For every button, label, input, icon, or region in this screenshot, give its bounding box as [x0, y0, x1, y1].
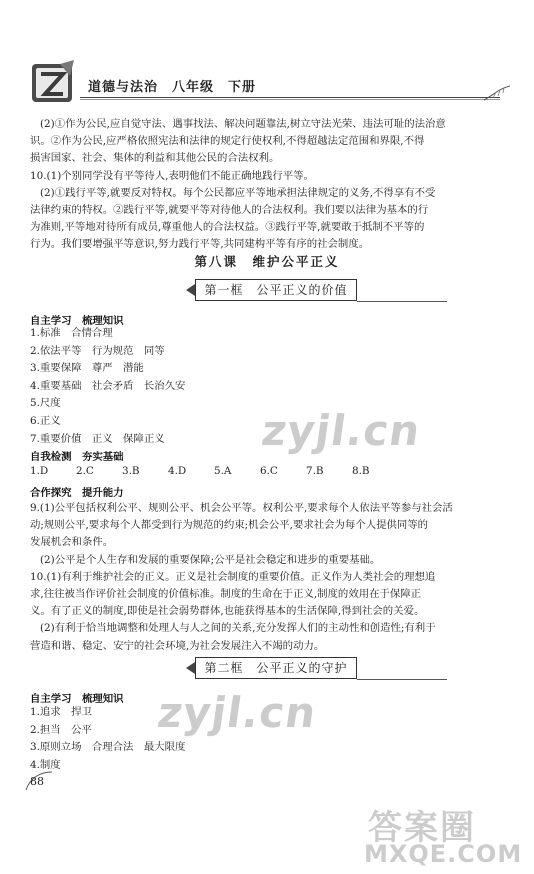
- header-divider: [80, 97, 500, 98]
- stamp-sub-text: MXQE.COM: [364, 840, 523, 868]
- text-line: 10.(1)个别同学没有平等待人,表明他们不能正确地践行平等。: [30, 169, 314, 182]
- page-number: 88: [30, 775, 44, 788]
- text-line: 行为。我们要增强平等意识,努力践行平等,共同建构平等有序的社会制度。: [30, 238, 370, 251]
- list-item: 6.正义: [30, 414, 61, 427]
- text-line: 义。有了正义的制度,即使是社会弱势群体,也能获得基本的生活保障,得到社会的关爱。: [30, 605, 425, 618]
- text-line: 求,往往被当作评价社会制度的价值标准。制度的生命在于正义,制度的效用在于保障正: [30, 588, 422, 601]
- list-item: 3.重要保障 尊严 潜能: [30, 362, 144, 375]
- text-line: 为准则,平等地对待所有成员,尊重他人的合法权益。③践行平等,就要敢于抵制不平等的: [30, 221, 425, 234]
- lesson-title: 第八课 维护公平正义: [194, 254, 340, 269]
- answer-item: 7.B: [306, 465, 324, 477]
- stamp-main-text: 答案圈: [368, 808, 476, 848]
- list-item: 2.依法平等 行为规范 同等: [30, 344, 165, 357]
- feather-ornament-icon: [482, 84, 512, 104]
- text-line: (2)①践行平等,就要反对特权。每个公民都应平等地承担法律规定的义务,不得享有不受: [40, 186, 436, 199]
- list-item: 1.标准 合情合理: [30, 327, 113, 339]
- subheading-study: 自主学习 梳理知识: [30, 693, 124, 705]
- text-line: 营造和谐、稳定、安宁的社会环境,为社会发展注入不竭的动力。: [30, 639, 325, 652]
- watermark-text: zyjl.cn: [258, 406, 424, 455]
- list-item: 2.担当 公平: [30, 723, 92, 736]
- text-line: 损害国家、社会、集体的利益和其他公民的合法权利。: [30, 152, 280, 165]
- answer-item: 3.B: [122, 465, 140, 477]
- list-item: 5.尺度: [30, 397, 61, 410]
- top-answer-block: [30, 116, 446, 254]
- answer-item: 2.C: [76, 465, 94, 477]
- answer-item: 1.D: [30, 465, 49, 477]
- section-tail-line: [357, 301, 447, 302]
- list-item: 4.重要基础 社会矛盾 长治久安: [30, 379, 186, 392]
- site-stamp: [360, 800, 523, 870]
- subheading-study: 自主学习 梳理知识: [30, 315, 124, 327]
- text-line: 9.(1)公平包括权利公平、规则公平、机会公平等。权利公平,要求每个人依法平等参与社会活: [30, 502, 453, 514]
- list-item: 4.制度: [30, 758, 61, 771]
- section-title-box: 第一框 公平正义的价值: [195, 279, 357, 301]
- section-tail-line: [357, 679, 447, 680]
- answer-item: 5.A: [214, 465, 232, 477]
- explore-block: [30, 500, 453, 655]
- header-title: 道德与法治 八年级 下册: [88, 80, 257, 95]
- answer-item: 6.C: [260, 465, 278, 477]
- text-line: (2)①作为公民,应自觉守法、遇事找法、解决问题靠法,树立守法光荣、违法可耻的法治意: [40, 118, 446, 130]
- text-line: 识。②作为公民,应严格依照宪法和法律的规定行使权利,不得超越法定范围和界限,不得: [30, 135, 425, 148]
- book-logo-icon: [30, 60, 76, 106]
- watermark-text: zyjl.cn: [154, 688, 320, 737]
- list-item: 3.原则立场 合理合法 最大限度: [30, 741, 186, 754]
- text-line: 10.(1)有利于维护社会的正义。正义是社会制度的重要价值。正义作为人类社会的理想追: [30, 570, 436, 583]
- text-line: 动;规则公平,要求每个人都受到行为规范的约束;机会公平,要求社会为每个人提供同等的: [30, 519, 429, 532]
- answer-row: [30, 465, 398, 477]
- text-line: (2)公平是个人生存和发展的重要保障;公平是社会稳定和进步的重要基础。: [40, 553, 381, 566]
- subheading-self-check: 自我检测 夯实基础: [30, 451, 124, 463]
- subheading-explore: 合作探究 提升能力: [30, 487, 124, 499]
- text-line: (2)有利于恰当地调整和处理人与人之间的关系,充分发挥人们的主动性和创造性;有利于: [40, 622, 436, 635]
- header-divider-thin: [80, 99, 500, 100]
- answer-item: 4.D: [168, 465, 187, 477]
- section-title-box: 第二框 公平正义的守护: [195, 657, 357, 679]
- section-arrow-icon: [186, 662, 195, 674]
- section-arrow-icon: [186, 284, 195, 296]
- knowledge-list: [30, 325, 185, 448]
- text-line: 法律约束的特权。②践行平等,就要平等对待他人的合法权利。我们要以法律为基本的行: [30, 204, 429, 217]
- answer-item: 8.B: [352, 465, 370, 477]
- text-line: 发展机会和条件。: [30, 536, 114, 549]
- list-item: 1.追求 捍卫: [30, 706, 92, 718]
- list-item: 7.重要价值 正义 保障正义: [30, 432, 165, 445]
